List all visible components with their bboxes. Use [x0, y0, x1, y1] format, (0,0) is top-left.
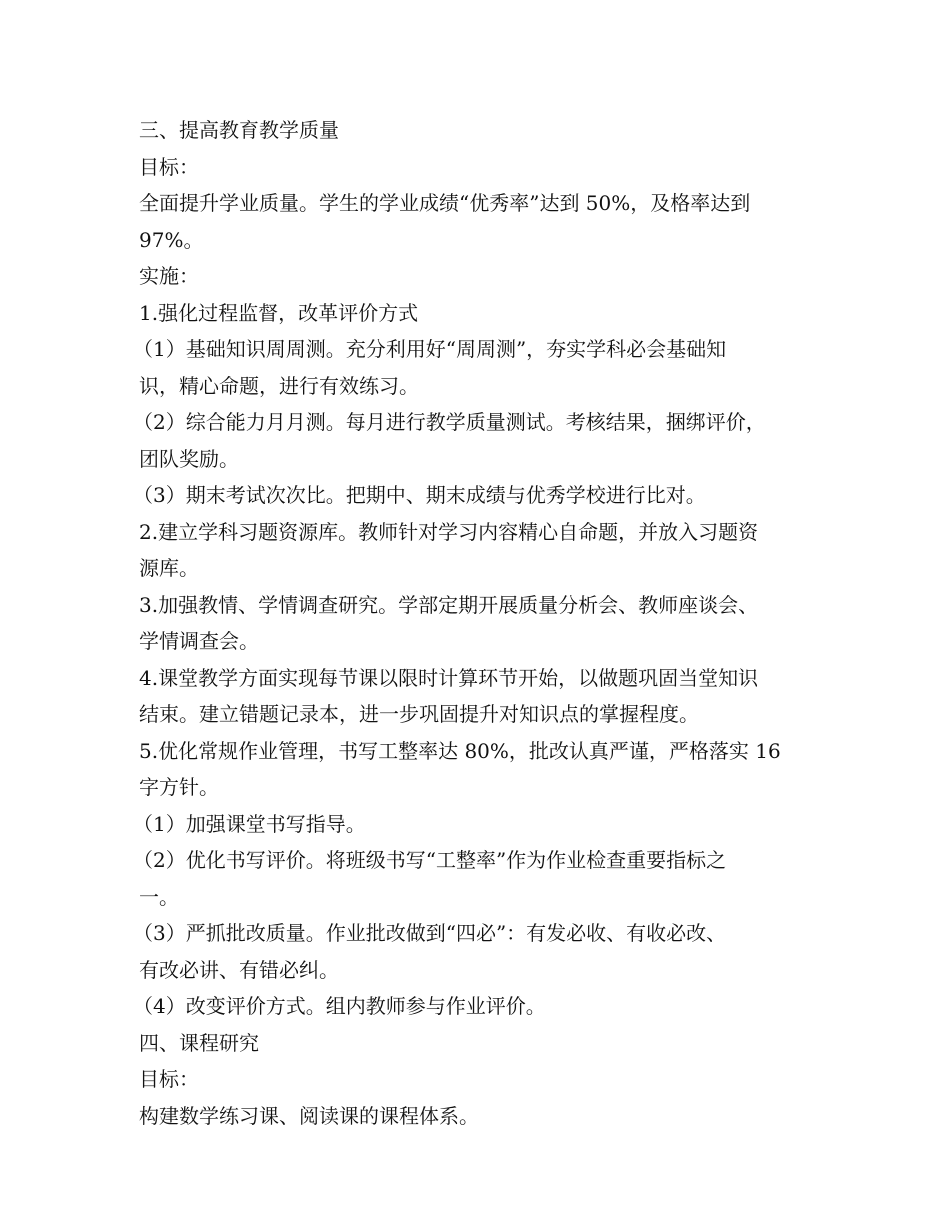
sub-item-line: （4）改变评价方式。组内教师参与作业评价。 — [133, 994, 546, 1018]
paragraph-line: 有改必讲、有错必纠。 — [139, 957, 339, 982]
paragraph-line: 97%。 — [139, 227, 204, 252]
list-item-line: 5.优化常规作业管理，书写工整率达 80%，批改认真严谨，严格落实 16 — [139, 738, 781, 763]
goal-label: 目标： — [139, 1067, 199, 1091]
paragraph-line: 源库。 — [139, 556, 199, 580]
sub-item-line: （1）基础知识周周测。充分利用好“周周测”，夯实学科必会基础知 — [133, 337, 727, 361]
sub-item-line: （2）综合能力月月测。每月进行教学质量测试。考核结果，捆绑评价， — [133, 410, 766, 434]
section-heading-4: 四、课程研究 — [139, 1030, 259, 1055]
sub-item-line: （3）期末考试次次比。把期中、期末成绩与优秀学校进行比对。 — [133, 483, 706, 507]
list-item-line: 3.加强教情、学情调查研究。学部定期开展质量分析会、教师座谈会、 — [139, 592, 759, 617]
paragraph-line: 全面提升学业质量。学生的学业成绩“优秀率”达到 50%，及格率达到 — [139, 191, 751, 215]
list-item-line: 2.建立学科习题资源库。教师针对学习内容精心自命题，并放入习题资 — [139, 519, 759, 544]
sub-item-line: （1）加强课堂书写指导。 — [133, 811, 366, 836]
paragraph-line: 字方针。 — [139, 775, 219, 799]
document-body — [133, 112, 829, 1134]
paragraph-line: 构建数学练习课、阅读课的课程体系。 — [139, 1103, 479, 1128]
paragraph-line: 一。 — [139, 884, 179, 909]
paragraph-line: 识，精心命题，进行有效练习。 — [139, 373, 419, 398]
sub-item-line: （2）优化书写评价。将班级书写“工整率”作为作业检查重要指标之 — [133, 848, 727, 872]
paragraph-line: 学情调查会。 — [139, 629, 259, 653]
paragraph-line: 团队奖励。 — [139, 446, 239, 471]
list-item-line: 4.课堂教学方面实现每节课以限时计算环节开始，以做题巩固当堂知识 — [139, 665, 759, 690]
goal-label: 目标： — [139, 154, 199, 179]
implementation-label: 实施： — [139, 264, 199, 288]
sub-item-line: （3）严抓批改质量。作业批改做到“四必”：有发必收、有收必改、 — [133, 921, 727, 945]
section-heading-3: 三、提高教育教学质量 — [139, 118, 339, 142]
list-item-heading: 1.强化过程监督，改革评价方式 — [139, 300, 419, 325]
paragraph-line: 结束。建立错题记录本，进一步巩固提升对知识点的掌握程度。 — [139, 702, 699, 726]
